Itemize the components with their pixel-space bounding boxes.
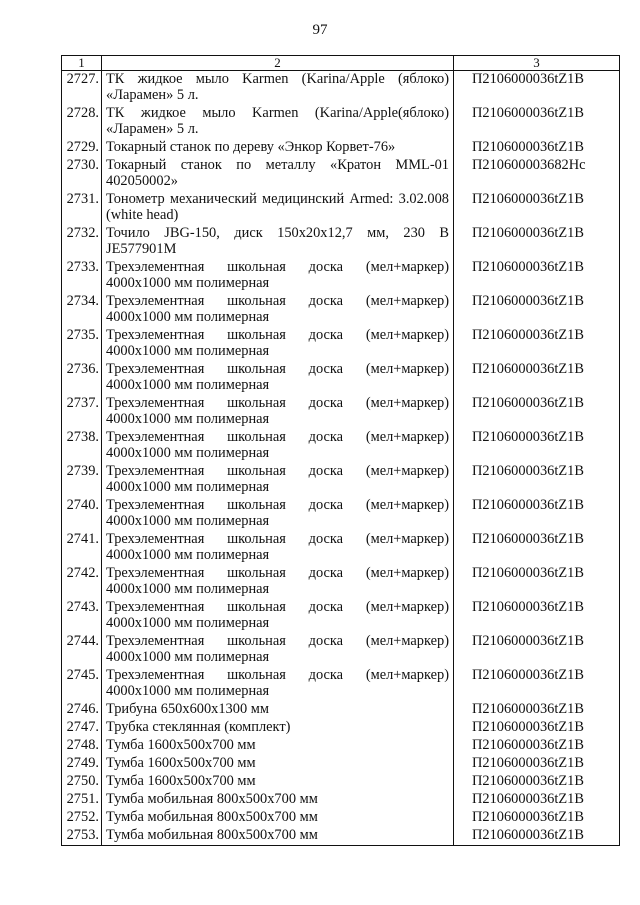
- table-row: [62, 429, 620, 463]
- item-name: Трехэлементная школьная доска (мел+маркер) 4000x1000 мм полимерная: [102, 565, 454, 599]
- item-code: П2106000036tZ1B: [454, 361, 620, 395]
- row-number: 2738.: [62, 429, 102, 463]
- item-name: Тумба 1600x500x700 мм: [102, 773, 454, 791]
- item-code: П2106000036tZ1B: [454, 737, 620, 755]
- table-row: [62, 737, 620, 755]
- item-code: П2106000036tZ1B: [454, 497, 620, 531]
- header-col-2: 2: [102, 56, 454, 71]
- item-code: П2106000036tZ1B: [454, 139, 620, 157]
- item-name: Трехэлементная школьная доска (мел+маркер) 4000x1000 мм полимерная: [102, 395, 454, 429]
- table-row: [62, 139, 620, 157]
- item-code: П2106000036tZ1B: [454, 191, 620, 225]
- item-code: П2106000036tZ1B: [454, 773, 620, 791]
- table-row: [62, 827, 620, 846]
- table-row: [62, 361, 620, 395]
- item-name: Тумба 1600x500x700 мм: [102, 755, 454, 773]
- item-name: Тумба мобильная 800x500x700 мм: [102, 827, 454, 846]
- table-row: [62, 773, 620, 791]
- item-name: Трехэлементная школьная доска (мел+маркер) 4000x1000 мм полимерная: [102, 599, 454, 633]
- item-name: Трехэлементная школьная доска (мел+маркер) 4000x1000 мм полимерная: [102, 667, 454, 701]
- item-name: Токарный станок по металлу «Кратон MML-01 402050002»: [102, 157, 454, 191]
- table-row: [62, 667, 620, 701]
- item-name: Трехэлементная школьная доска (мел+маркер) 4000x1000 мм полимерная: [102, 633, 454, 667]
- table-row: [62, 719, 620, 737]
- row-number: 2736.: [62, 361, 102, 395]
- table-row: [62, 531, 620, 565]
- row-number: 2749.: [62, 755, 102, 773]
- item-code: П2106000036tZ1B: [454, 105, 620, 139]
- header-col-1: 1: [62, 56, 102, 71]
- item-name: Трехэлементная школьная доска (мел+маркер) 4000x1000 мм полимерная: [102, 429, 454, 463]
- row-number: 2746.: [62, 701, 102, 719]
- row-number: 2745.: [62, 667, 102, 701]
- item-code: П2106000036tZ1B: [454, 429, 620, 463]
- table-row: [62, 105, 620, 139]
- row-number: 2747.: [62, 719, 102, 737]
- row-number: 2752.: [62, 809, 102, 827]
- table-body: [62, 71, 620, 846]
- row-number: 2727.: [62, 71, 102, 106]
- row-number: 2742.: [62, 565, 102, 599]
- item-code: П2106000036tZ1B: [454, 225, 620, 259]
- table-row: [62, 71, 620, 106]
- item-name: Трехэлементная школьная доска (мел+маркер) 4000x1000 мм полимерная: [102, 531, 454, 565]
- table-row: [62, 701, 620, 719]
- table-row: [62, 755, 620, 773]
- row-number: 2753.: [62, 827, 102, 846]
- item-name: Трехэлементная школьная доска (мел+маркер) 4000x1000 мм полимерная: [102, 497, 454, 531]
- table-row: [62, 633, 620, 667]
- item-name: Трехэлементная школьная доска (мел+маркер) 4000x1000 мм полимерная: [102, 327, 454, 361]
- item-name: Трибуна 650x600x1300 мм: [102, 701, 454, 719]
- row-number: 2741.: [62, 531, 102, 565]
- item-code: П2106000036tZ1B: [454, 701, 620, 719]
- item-name: Тумба мобильная 800x500x700 мм: [102, 791, 454, 809]
- item-name: ТК жидкое мыло Karmen (Karina/Apple (яблоко) «Ларамен» 5 л.: [102, 71, 454, 106]
- table-row: [62, 225, 620, 259]
- table-row: [62, 463, 620, 497]
- row-number: 2748.: [62, 737, 102, 755]
- table-row: [62, 565, 620, 599]
- row-number: 2737.: [62, 395, 102, 429]
- item-code: П2106000036tZ1B: [454, 755, 620, 773]
- item-code: П2106000036tZ1B: [454, 259, 620, 293]
- table-row: [62, 809, 620, 827]
- row-number: 2739.: [62, 463, 102, 497]
- item-name: ТК жидкое мыло Karmen (Karina/Apple(яблоко) «Ларамен» 5 л.: [102, 105, 454, 139]
- item-name: Трехэлементная школьная доска (мел+маркер) 4000x1000 мм полимерная: [102, 463, 454, 497]
- item-code: П2106000036tZ1B: [454, 71, 620, 106]
- row-number: 2729.: [62, 139, 102, 157]
- item-code: П2106000036tZ1B: [454, 463, 620, 497]
- item-code: П2106000036tZ1B: [454, 327, 620, 361]
- row-number: 2743.: [62, 599, 102, 633]
- item-name: Тонометр механический медицинский Armed: 3.02.008 (white head): [102, 191, 454, 225]
- item-code: П2106000036tZ1B: [454, 293, 620, 327]
- table-row: [62, 327, 620, 361]
- item-code: П2106000036tZ1B: [454, 827, 620, 846]
- item-code: П2106000036tZ1B: [454, 791, 620, 809]
- table-row: [62, 791, 620, 809]
- item-name: Тумба 1600x500x700 мм: [102, 737, 454, 755]
- table-row: [62, 497, 620, 531]
- row-number: 2732.: [62, 225, 102, 259]
- header-col-3: 3: [454, 56, 620, 71]
- item-name: Трехэлементная школьная доска (мел+маркер) 4000x1000 мм полимерная: [102, 361, 454, 395]
- item-code: П2106000036tZ1B: [454, 565, 620, 599]
- table-row: [62, 259, 620, 293]
- table-row: [62, 599, 620, 633]
- table-row: [62, 293, 620, 327]
- item-code: П2106000036tZ1B: [454, 667, 620, 701]
- item-name: Токарный станок по дереву «Энкор Корвет-76»: [102, 139, 454, 157]
- row-number: 2744.: [62, 633, 102, 667]
- item-name: Трехэлементная школьная доска (мел+маркер) 4000x1000 мм полимерная: [102, 259, 454, 293]
- header-row: [62, 56, 620, 71]
- item-name: Точило JBG-150, диск 150x20x12,7 мм, 230 В JE577901M: [102, 225, 454, 259]
- item-code: П2106000036tZ1B: [454, 809, 620, 827]
- item-name: Трубка стеклянная (комплект): [102, 719, 454, 737]
- table-header: [62, 56, 620, 71]
- row-number: 2734.: [62, 293, 102, 327]
- item-code: П2106000036tZ1B: [454, 395, 620, 429]
- row-number: 2750.: [62, 773, 102, 791]
- row-number: 2733.: [62, 259, 102, 293]
- row-number: 2730.: [62, 157, 102, 191]
- items-table-wrapper: [61, 55, 619, 846]
- item-code: П2106000036tZ1B: [454, 531, 620, 565]
- row-number: 2731.: [62, 191, 102, 225]
- table-row: [62, 157, 620, 191]
- page-number: 97: [312, 22, 328, 38]
- item-name: Трехэлементная школьная доска (мел+маркер) 4000x1000 мм полимерная: [102, 293, 454, 327]
- item-code: П210600003682Hc: [454, 157, 620, 191]
- item-code: П2106000036tZ1B: [454, 599, 620, 633]
- row-number: 2735.: [62, 327, 102, 361]
- row-number: 2740.: [62, 497, 102, 531]
- item-code: П2106000036tZ1B: [454, 719, 620, 737]
- table-row: [62, 191, 620, 225]
- item-code: П2106000036tZ1B: [454, 633, 620, 667]
- table-row: [62, 395, 620, 429]
- row-number: 2728.: [62, 105, 102, 139]
- item-name: Тумба мобильная 800x500x700 мм: [102, 809, 454, 827]
- items-table: [61, 55, 620, 846]
- row-number: 2751.: [62, 791, 102, 809]
